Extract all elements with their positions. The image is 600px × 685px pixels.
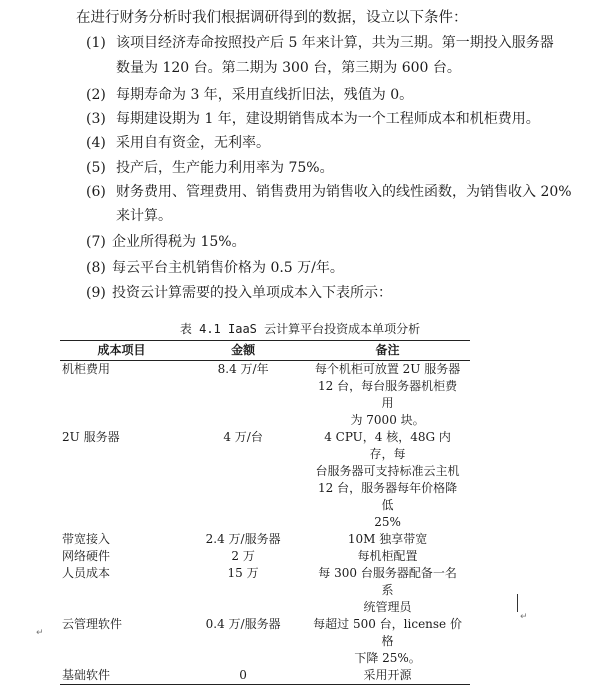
condition-6-continued: 来计算。 bbox=[116, 208, 172, 224]
cell-note bbox=[305, 361, 470, 430]
note-line: 4 CPU，4 核，48G 内存，每 bbox=[324, 430, 451, 461]
note-line: 每个机柜可放置 2U 服务器 bbox=[314, 362, 461, 376]
cell-item: 人员成本 bbox=[62, 566, 111, 580]
header-amount: 金额 bbox=[181, 341, 305, 361]
cell-note bbox=[305, 548, 470, 565]
paragraph-mark: ↵ bbox=[520, 612, 528, 622]
note-line: 12 台，每台服务器机柜费用 bbox=[318, 379, 458, 410]
cell-item: 机柜费用 bbox=[62, 362, 111, 376]
condition-number: (2) bbox=[86, 87, 106, 103]
header-item: 成本项目 bbox=[60, 341, 181, 361]
condition-text: 投产后，生产能力利用率为 75%。 bbox=[116, 160, 334, 176]
cost-table bbox=[60, 340, 470, 685]
cell-item: 网络硬件 bbox=[62, 549, 111, 563]
paragraph-mark: ↵ bbox=[36, 628, 44, 638]
note-line: 为 7000 块。 bbox=[350, 413, 425, 427]
cell-note bbox=[305, 531, 470, 548]
cell-amount: 15 万 bbox=[227, 566, 259, 580]
condition-number: (9) bbox=[86, 285, 106, 301]
cell-note bbox=[305, 565, 470, 616]
condition-5 bbox=[86, 157, 334, 179]
condition-number: (4) bbox=[86, 135, 106, 151]
condition-text: 采用自有资金，无利率。 bbox=[116, 135, 270, 151]
condition-text: 每云平台主机销售价格为 0.5 万/年。 bbox=[112, 260, 344, 276]
condition-number: (1) bbox=[86, 35, 106, 51]
cell-amount: 8.4 万/年 bbox=[217, 362, 269, 376]
condition-text: 每期寿命为 3 年，采用直线折旧法，残值为 0。 bbox=[116, 87, 414, 103]
table-row bbox=[60, 548, 470, 565]
cell-item: 带宽接入 bbox=[62, 532, 111, 546]
condition-9 bbox=[86, 282, 392, 304]
condition-8 bbox=[86, 257, 344, 279]
cell-note bbox=[305, 429, 470, 531]
table-row bbox=[60, 565, 470, 616]
condition-text: 该项目经济寿命按照投产后 5 年来计算，共为三期。第一期投入服务器 bbox=[116, 35, 554, 51]
cell-amount: 2 万 bbox=[231, 549, 255, 563]
note-line: 12 台，服务器每年价格降低 bbox=[318, 481, 458, 512]
cell-amount: 0.4 万/服务器 bbox=[205, 617, 281, 631]
text-cursor bbox=[517, 594, 518, 612]
table-header-row bbox=[60, 341, 470, 361]
table-row bbox=[60, 616, 470, 667]
note-line: 下降 25%。 bbox=[354, 651, 421, 665]
cell-item: 基础软件 bbox=[60, 667, 181, 685]
cell-note bbox=[305, 616, 470, 667]
cell-amount: 0 bbox=[181, 667, 305, 685]
cell-amount: 4 万/台 bbox=[223, 430, 263, 444]
note-line: 每超过 500 台，license 价格 bbox=[313, 617, 462, 648]
cell-note bbox=[305, 667, 470, 685]
condition-7 bbox=[86, 231, 246, 253]
note-line: 10M 独享带宽 bbox=[347, 532, 428, 546]
condition-1 bbox=[86, 32, 554, 54]
table-row bbox=[60, 361, 470, 430]
table-caption: 表 4.1 IaaS 云计算平台投资成本单项分析 bbox=[179, 322, 421, 336]
condition-number: (8) bbox=[86, 260, 106, 276]
header-note: 备注 bbox=[305, 341, 470, 361]
condition-4 bbox=[86, 132, 270, 154]
note-line: 每机柜配置 bbox=[357, 549, 418, 563]
condition-2 bbox=[86, 84, 413, 106]
condition-text: 每期建设期为 1 年，建设期销售成本为一个工程师成本和机柜费用。 bbox=[116, 111, 540, 127]
note-line: 采用开源 bbox=[363, 668, 412, 682]
condition-number: (5) bbox=[86, 160, 106, 176]
note-line: 统管理员 bbox=[363, 600, 412, 614]
table-row bbox=[60, 667, 470, 685]
cell-item: 2U 服务器 bbox=[62, 430, 120, 444]
condition-text: 企业所得税为 15%。 bbox=[112, 234, 246, 250]
condition-3 bbox=[86, 108, 540, 130]
note-line: 每 300 台服务器配备一名系 bbox=[318, 566, 457, 597]
cell-item: 云管理软件 bbox=[62, 617, 123, 631]
table-row bbox=[60, 531, 470, 548]
note-line: 25% bbox=[374, 515, 401, 529]
condition-number: (3) bbox=[86, 111, 106, 127]
condition-text: 财务费用、管理费用、销售费用为销售收入的线性函数，为销售收入 20% bbox=[116, 184, 572, 200]
condition-text: 投资云计算需要的投入单项成本入下表所示： bbox=[112, 285, 392, 301]
condition-number: (7) bbox=[86, 234, 106, 250]
note-line: 台服务器可支持标准云主机 bbox=[315, 464, 460, 478]
table-row bbox=[60, 429, 470, 531]
condition-6 bbox=[86, 181, 572, 203]
cell-amount: 2.4 万/服务器 bbox=[205, 532, 281, 546]
condition-number: (6) bbox=[86, 184, 106, 200]
intro-paragraph: 在进行财务分析时我们根据调研得到的数据，设立以下条件： bbox=[76, 10, 468, 26]
condition-1-continued: 数量为 120 台。第二期为 300 台，第三期为 600 台。 bbox=[116, 60, 461, 76]
